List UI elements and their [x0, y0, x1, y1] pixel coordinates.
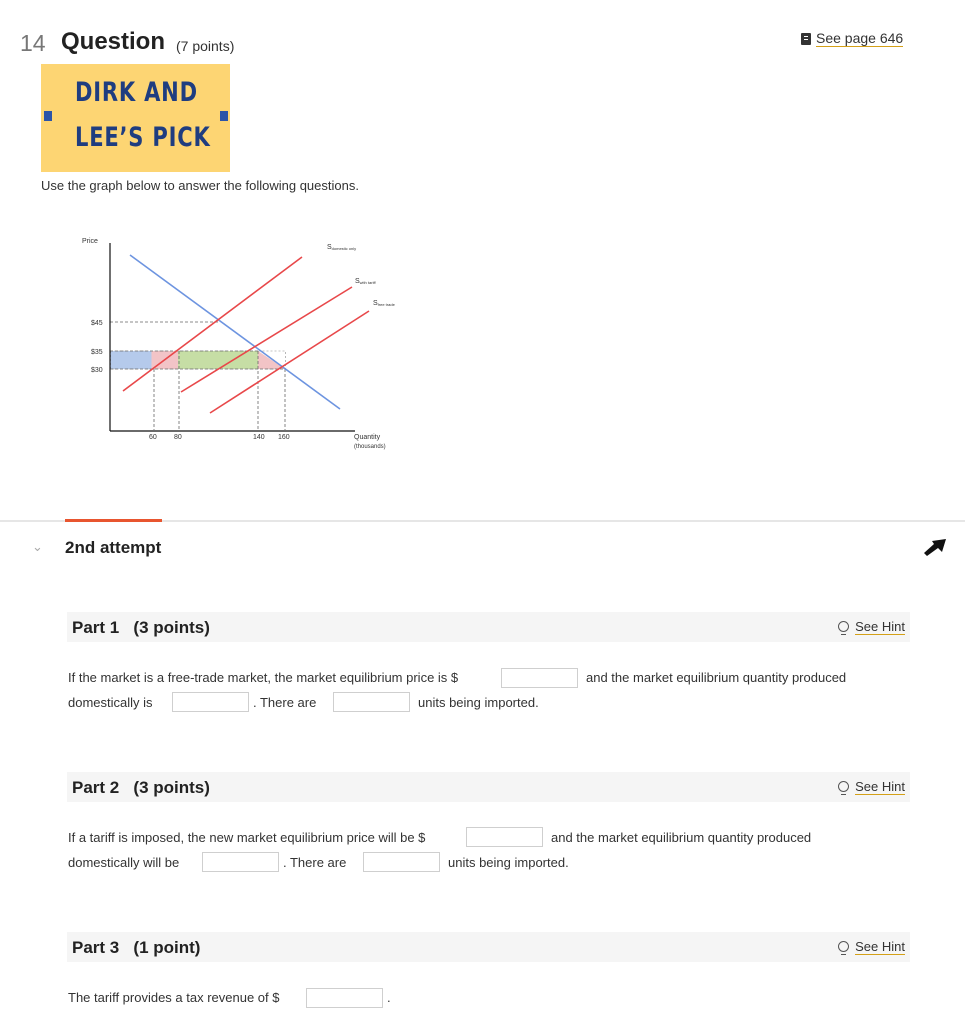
- part3-tax-revenue-input[interactable]: [306, 988, 383, 1008]
- logo-square-left: [44, 111, 52, 121]
- part3-text-2: .: [387, 990, 391, 1005]
- x-tick-140: 140: [253, 434, 265, 441]
- x-tick-80: 80: [174, 434, 182, 441]
- part2-text-4: . There are: [283, 855, 347, 870]
- question-points: (7 points): [176, 38, 235, 54]
- part1-text-5: units being imported.: [418, 695, 539, 710]
- y-axis-label: Price: [82, 238, 98, 245]
- x-tick-160: 160: [278, 434, 290, 441]
- question-title: Question: [61, 28, 166, 55]
- logo-line1: DIRK AND: [75, 77, 198, 108]
- dirk-and-lees-pick-logo: [41, 64, 230, 172]
- part2-text-3: domestically will be: [68, 855, 180, 870]
- part2-price-input[interactable]: [466, 827, 543, 847]
- demand-curve: [130, 255, 340, 409]
- part1-text-1: If the market is a free-trade market, the market equilibrium price is $: [68, 670, 459, 685]
- y-tick-45: $45: [91, 320, 103, 327]
- x-tick-60: 60: [149, 434, 157, 441]
- part2-text-2: and the market equilibrium quantity produced: [551, 830, 812, 845]
- tariff-revenue-area: [178, 351, 258, 369]
- part1-text-3: domestically is: [68, 695, 153, 710]
- y-tick-30: $30: [91, 367, 103, 374]
- attempt-label[interactable]: 2nd attempt: [65, 538, 162, 557]
- part2-domestic-quantity-input[interactable]: [202, 852, 279, 872]
- part3-header: [67, 932, 910, 962]
- book-icon: [801, 33, 811, 45]
- part2-imports-input[interactable]: [363, 852, 440, 872]
- part1-text-4: . There are: [253, 695, 317, 710]
- tariff-graph: [70, 225, 430, 465]
- label-s-with-tariff: Swith tariff: [355, 278, 376, 285]
- domestic-producer-area: [111, 351, 152, 369]
- lightbulb-icon: [838, 941, 849, 952]
- lightbulb-icon: [838, 621, 849, 632]
- lightbulb-icon: [838, 781, 849, 792]
- part1-title: Part 1 (3 points): [72, 618, 210, 637]
- pin-icon[interactable]: [922, 536, 948, 556]
- label-s-domestic-only: Sdomestic only: [327, 244, 357, 251]
- label-s-free-trade: Sfree trade: [373, 300, 395, 307]
- part1-see-hint[interactable]: See Hint: [838, 619, 905, 635]
- x-axis-label-2: (thousands): [354, 444, 386, 450]
- y-tick-35: $35: [91, 349, 103, 356]
- attempt-indicator: [65, 519, 162, 522]
- part2-header: [67, 772, 910, 802]
- part1-header: [67, 612, 910, 642]
- part3-title: Part 3 (1 point): [72, 938, 201, 957]
- part2-title: Part 2 (3 points): [72, 778, 210, 797]
- part2-text-1: If a tariff is imposed, the new market equilibrium price will be $: [68, 830, 426, 845]
- part3-see-hint[interactable]: See Hint: [838, 939, 905, 955]
- chevron-down-icon[interactable]: ⌄: [32, 539, 43, 554]
- logo-square-right: [220, 111, 228, 121]
- part1-domestic-quantity-input[interactable]: [172, 692, 249, 712]
- part2-see-hint[interactable]: See Hint: [838, 779, 905, 795]
- x-axis-label-1: Quantity: [354, 434, 381, 441]
- part1-text-2: and the market equilibrium quantity produced: [586, 670, 847, 685]
- part3-text-1: The tariff provides a tax revenue of $: [68, 990, 280, 1005]
- question-number: 14: [20, 30, 46, 56]
- part2-text-5: units being imported.: [448, 855, 569, 870]
- logo-line2: LEE’S PICK: [75, 122, 211, 153]
- part1-imports-input[interactable]: [333, 692, 410, 712]
- see-page-link[interactable]: [801, 30, 903, 47]
- part1-price-input[interactable]: [501, 668, 578, 688]
- see-page-label: See page 646: [816, 30, 904, 46]
- instructions-text: Use the graph below to answer the following questions.: [41, 178, 359, 193]
